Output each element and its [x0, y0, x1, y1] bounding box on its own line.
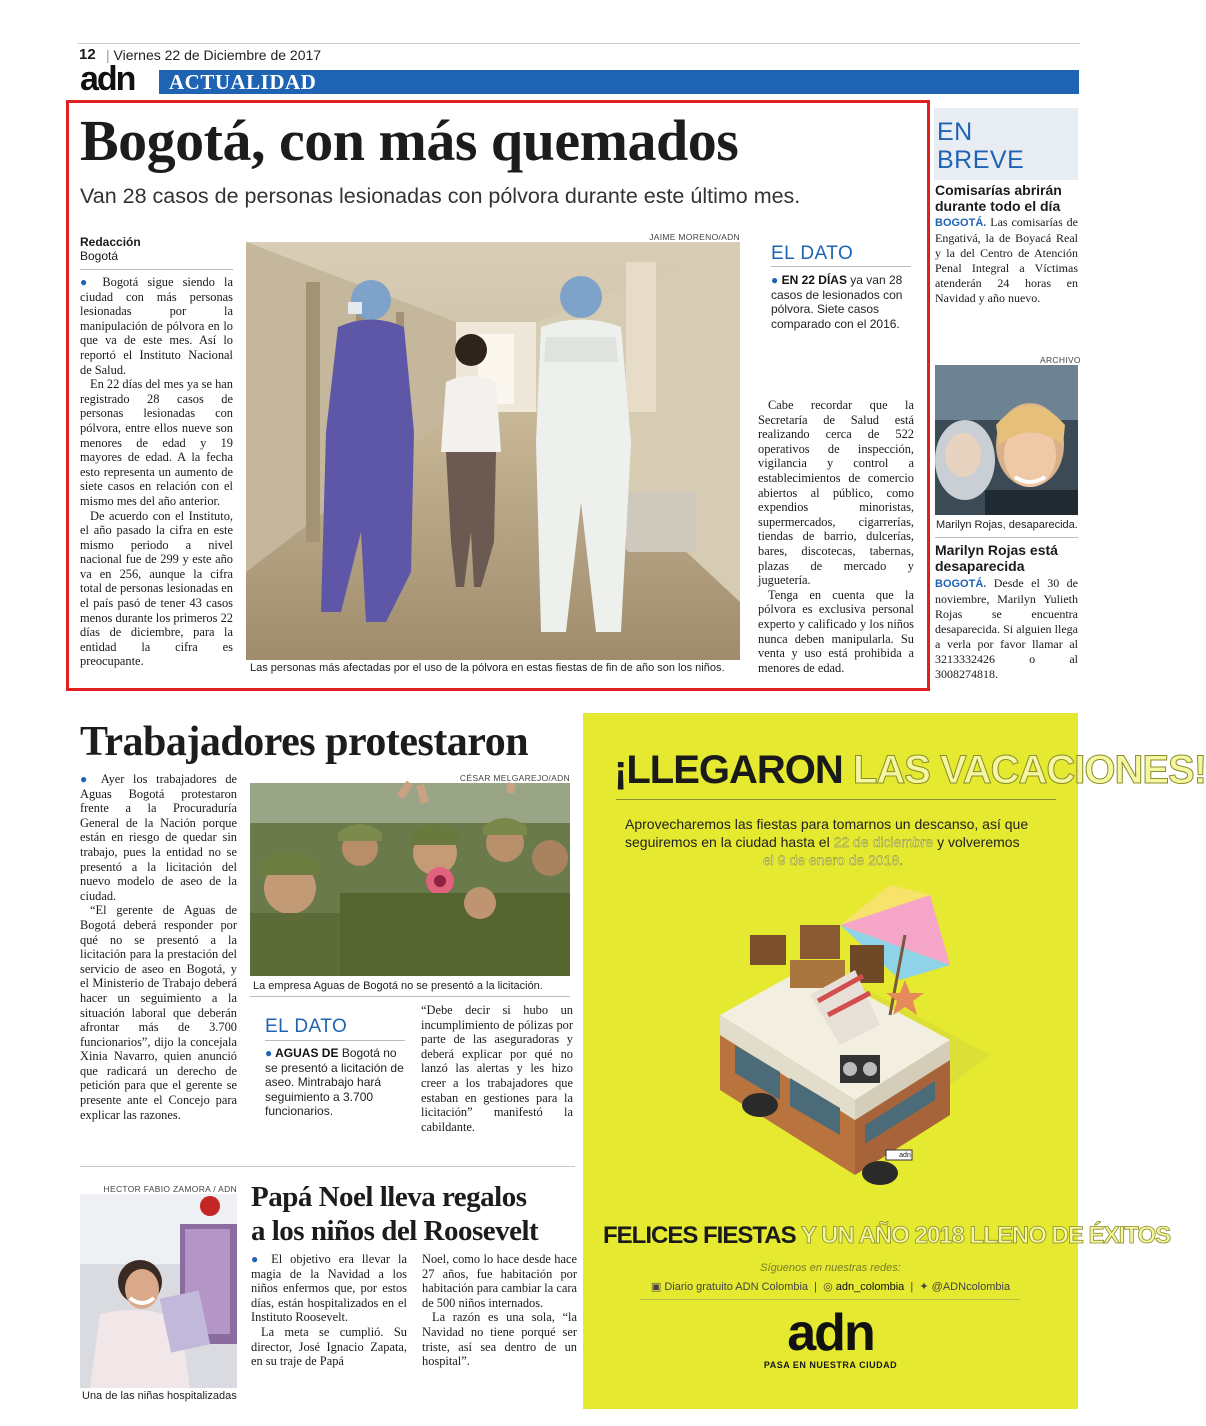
bullet-icon: ●	[771, 273, 779, 287]
main-right-paragraph: Tenga en cuenta que la pólvora es exclusiva personal experto y calificado y los niños nunca deben manipularla. Su venta y uso está prohibida a menores de edad.	[758, 587, 914, 675]
story3-paragraph: La razón es una sola, “la Navidad no tiene porqué ser triste, así sea dentro de un hospital”.	[422, 1310, 577, 1369]
main-body-column	[80, 275, 233, 669]
story3-paragraph: La meta se cumplió. Su director, José Ignacio Zapata, en su traje de Papá	[251, 1324, 407, 1369]
ad-text-line2c: y volveremos	[937, 834, 1020, 850]
date-separator: |	[106, 47, 114, 63]
story3-paragraph: Noel, como lo hace desde hace 27 años, fue habitación por habitación para cambiar la cara de 500 niños internados.	[422, 1252, 577, 1310]
breve-item2-city: BOGOTÁ.	[935, 578, 987, 590]
page-number: 12	[79, 46, 96, 63]
en-breve-title-2: BREVE	[937, 146, 1025, 174]
breve-item2-text: Desde el 30 de noviembre, Marilyn Yulieth Rojas se encuentra desaparecida. Si alguien llega a verla por favor llamar al 3213332426 o al 3008274818.	[935, 576, 1078, 681]
bullet-icon: ●	[251, 1252, 264, 1266]
ad-social-links: ▣ Diario gratuito ADN Colombia | ◎ adn_colombia | ✦ @ADNcolombia	[650, 1281, 1011, 1293]
bullet-icon: ●	[80, 772, 93, 786]
story3-photo	[80, 1194, 237, 1388]
story2-dato-text: Bogotá no se presentó a licitación de aseo. Mintrabajo hará seguimiento a 3.700 funcionarios.	[265, 1046, 404, 1118]
breve-photo	[935, 365, 1078, 515]
bullet-icon: ●	[265, 1046, 273, 1060]
breve-photo-credit: ARCHIVO	[1040, 355, 1081, 365]
ad-social-instagram[interactable]: adn_colombia	[835, 1281, 905, 1293]
main-subheadline: Van 28 casos de personas lesionadas con pólvora durante este último mes.	[80, 184, 801, 208]
van-plate: adn	[899, 1152, 911, 1159]
story3-headline-1: Papá Noel lleva regalos	[251, 1181, 527, 1213]
main-right-column	[758, 398, 914, 675]
ad-text-line2	[625, 833, 1065, 851]
ad-social-title: Síguenos en nuestras redes:	[760, 1262, 901, 1274]
story2-right-paragraph: “Debe decir si hubo un incumplimiento de pólizas por parte de las aseguradoras y deberá explicar por qué no lanzó las alertas y les hizo creer a los trabajadores que estaban en gestiones para la licitación” manifestó la cabildante.	[421, 1003, 573, 1134]
ad-title-part1: ¡LLEGARON	[614, 748, 843, 792]
protest-workers-image	[250, 783, 570, 976]
main-paragraph-text: Bogotá sigue siendo la ciudad con más personas lesionadas por la manipulación de pólvora en lo que va de este mes. Así lo reportó el Instituto Nacional de Salud.	[80, 275, 233, 377]
hospital-corridor-image	[246, 242, 740, 660]
breve-item1-city: BOGOTÁ.	[935, 217, 987, 229]
page-date: Viernes 22 de Diciembre de 2017	[113, 47, 322, 63]
story2-dato-body	[265, 1046, 405, 1119]
byline-city: Bogotá	[80, 249, 119, 263]
section-title: ACTUALIDAD	[169, 70, 317, 94]
header-logo: adn	[80, 60, 135, 98]
en-breve-title-1: EN	[937, 118, 973, 146]
breve-item2-headline: Marilyn Rojas está desaparecida	[935, 542, 1058, 574]
twitter-icon: ✦	[919, 1281, 929, 1293]
main-photo	[246, 242, 740, 660]
main-photo-credit: JAIME MORENO/ADN	[649, 232, 740, 242]
ad-social-rule	[640, 1299, 1020, 1300]
ad-title	[614, 748, 1206, 793]
ad-text	[625, 815, 1065, 869]
breve-item1-text: Las comisarías de Engativá, la de Boyacá Real y la del Centro de Atención Penal Integral a Víctimas atenderán 24 horas en Navidad y año nuevo.	[935, 215, 1079, 305]
ad-logo: adn	[787, 1304, 874, 1362]
byline-name: Redacción	[80, 235, 141, 249]
section-bar	[159, 70, 1079, 94]
main-paragraph	[80, 275, 233, 377]
story2-left-column	[80, 772, 237, 1122]
story2-paragraph-text: Ayer los trabajadores de Aguas Bogotá protestaron frente a la Procuraduría General de la Nación porque están en riesgo de quedar sin trabajo, pues la entidad no se presentó a la licitación del nuevo modelo de aseo de la ciudad.	[80, 772, 238, 903]
story-divider	[80, 1166, 575, 1167]
ad-text-date1: 22 de diciembre	[833, 834, 934, 850]
story2-paragraph	[80, 772, 237, 903]
main-paragraph: En 22 días del mes ya se han registrado 28 casos de personas lesionadas con pólvora, entre ellos nueve son menores de edad y 19 mayores de edad. A la fecha esto representa un aumento de siete casos en relación con el mismo mes del año anterior.	[80, 377, 233, 508]
story3-headline-2: a los niños del Roosevelt	[251, 1215, 539, 1247]
story2-dato-lead: AGUAS DE	[275, 1046, 339, 1060]
ad-slogan	[603, 1222, 1170, 1250]
story2-paragraph: “El gerente de Aguas de Bogotá deberá responder por qué no se presentó a la licitación para la prestación del servicio de aseo en Bogotá, y el Ministerio de Trabajo deberá hacer un seguimiento a la situación laboral que deberán afrontar más de 3.700 funcionarios”, dijo la concejala Xinia Navarro, quien anunció que radicará un derecho de petición para que el gerente se presente ante el Concejo para explicar las razones.	[80, 903, 237, 1122]
camper-van-icon	[690, 885, 1010, 1205]
story3-photo-credit: HECTOR FABIO ZAMORA / ADN	[103, 1184, 237, 1194]
story2-right-column	[421, 1003, 573, 1134]
ad-tagline: PASA EN NUESTRA CIUDAD	[763, 1360, 898, 1370]
story2-photo	[250, 783, 570, 976]
story2-caption-rule	[250, 996, 570, 997]
main-photo-caption: Las personas más afectadas por el uso de la pólvora en estas fiestas de fin de año son los niños.	[250, 662, 725, 674]
top-rule	[78, 43, 1080, 44]
main-dato-body	[771, 273, 911, 331]
ad-title-part2: LAS VACACIONES!	[852, 748, 1206, 792]
main-right-paragraph: Cabe recordar que la Secretaría de Salud está realizando cerca de 522 operativos de inspección, vigilancia y control a establecimientos de comercio abiertos al público, como expendios minoristas, supermercados, cigarrerías, tiendas de barrio, dulcerías, bares, discotecas, tabernas, plazas de mercado y juguetería.	[758, 398, 914, 588]
ad-text-line2a: seguiremos en la ciudad hasta el	[625, 834, 830, 850]
story3-photo-caption: Una de las niñas hospitalizadas	[82, 1390, 237, 1402]
breve-photo-caption: Marilyn Rojas, desaparecida.	[936, 519, 1078, 531]
ad-text-line1: Aprovecharemos las fiestas para tomarnos un descanso, así que	[625, 816, 1029, 832]
ad-title-rule	[616, 799, 1056, 800]
main-dato-lead: EN 22 DÍAS	[781, 273, 847, 287]
main-dato-rule	[771, 266, 911, 267]
hospital-girl-image	[80, 1194, 237, 1388]
ad-social-facebook[interactable]: Diario gratuito ADN Colombia	[664, 1281, 809, 1293]
main-dato-title: EL DATO	[771, 243, 854, 264]
story2-photo-credit: CÉSAR MELGAREJO/ADN	[459, 773, 570, 783]
breve-item2-body	[935, 576, 1078, 682]
story2-headline: Trabajadores protestaron	[80, 719, 529, 765]
story3-paragraph-text: El objetivo era llevar la magia de la Navidad a los niños enfermos que, por estos días, están hospitalizados en el Instituto Roosevelt.	[251, 1252, 407, 1325]
ad-slogan-part2: Y UN AÑO 2018 LLENO DE ÉXITOS	[800, 1222, 1171, 1249]
story3-col1	[251, 1252, 407, 1369]
ad-van-illustration	[690, 885, 1010, 1205]
date-line	[106, 47, 321, 63]
marilyn-portrait-image	[935, 365, 1078, 515]
story2-photo-caption: La empresa Aguas de Bogotá no se presentó a la licitación.	[253, 980, 543, 992]
story3-paragraph	[251, 1252, 407, 1325]
instagram-icon: ◎	[823, 1281, 833, 1293]
breve-item1-body	[935, 215, 1078, 306]
ad-slogan-part1: FELICES FIESTAS	[603, 1222, 796, 1249]
main-dato-text: ya van 28 casos de lesionados con pólvora. Siete casos comparado con el 2016.	[771, 273, 903, 331]
main-paragraph: De acuerdo con el Instituto, el año pasado la cifra en este mismo periodo a nivel nacional fue de 299 y este año va en 256, aunque la cifra total de personas lesionadas en el país pasó de tener 43 casos menos durante los primeros 22 días de diciembre, para la entidad la cifra es preocupante.	[80, 508, 233, 669]
facebook-icon: ▣	[650, 1281, 662, 1293]
main-headline: Bogotá, con más quemados	[80, 108, 739, 173]
bullet-icon: ●	[80, 275, 94, 289]
byline-rule	[80, 269, 233, 270]
breve-item1-headline: Comisarías abrirán durante todo el día	[935, 182, 1062, 214]
breve-caption-rule	[935, 537, 1078, 538]
story2-dato-rule	[265, 1040, 405, 1041]
story2-dato-title: EL DATO	[265, 1016, 348, 1037]
ad-social-twitter[interactable]: @ADNcolombia	[931, 1281, 1011, 1293]
ad-text-line3: el 9 de enero de 2018.	[763, 852, 904, 868]
story3-col2	[422, 1252, 577, 1369]
